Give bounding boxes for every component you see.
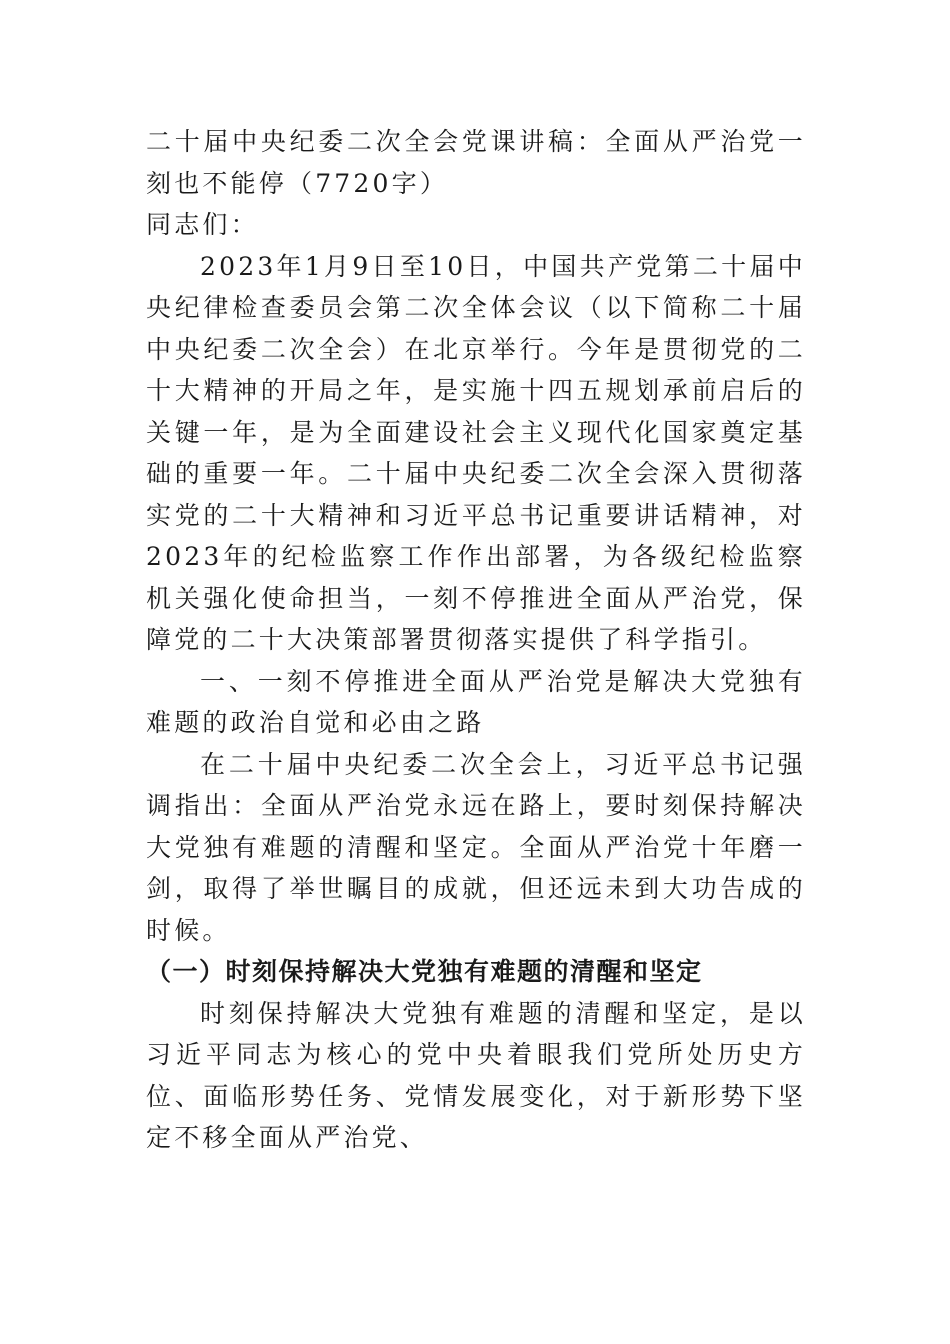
section-heading-1: 一、一刻不停推进全面从严治党是解决大党独有难题的政治自觉和必由之路 xyxy=(146,666,806,737)
document-title: 二十届中央纪委二次全会党课讲稿：全面从严治党一刻也不能停（7720字） xyxy=(146,127,806,198)
salutation: 同志们： xyxy=(146,210,259,239)
paragraph-section-1: 在二十届中央纪委二次全会上，习近平总书记强调指出：全面从严治党永远在路上，要时刻保持解决大党独有难题的清醒和坚定。全面从严治党十年磨一剑，取得了举世瞩目的成就，但还远未到大功告成的时候。 xyxy=(146,749,806,945)
subheading-1: （一）时刻保持解决大党独有难题的清醒和坚定 xyxy=(146,957,703,986)
paragraph-subsection-1: 时刻保持解决大党独有难题的清醒和坚定，是以习近平同志为核心的党中央着眼我们党所处历史方位、面临形势任务、党情发展变化，对于新形势下坚定不移全面从严治党、 xyxy=(146,998,806,1152)
document-body xyxy=(146,121,806,1159)
paragraph-intro: 2023年1月9日至10日，中国共产党第二十届中央纪律检查委员会第二次全体会议（以下简称二十届中央纪委二次全会）在北京举行。今年是贯彻党的二十大精神的开局之年，是实施十四五规划承前启后的关键一年，是为全面建设社会主义现代化国家奠定基础的重要一年。二十届中央纪委二次全会深入贯彻落实党的二十大精神和习近平总书记重要讲话精神，对2023年的纪检监察工作作出部署，为各级纪检监察机关强化使命担当，一刻不停推进全面从严治党，保障党的二十大决策部署贯彻落实提供了科学指引。 xyxy=(146,251,806,654)
